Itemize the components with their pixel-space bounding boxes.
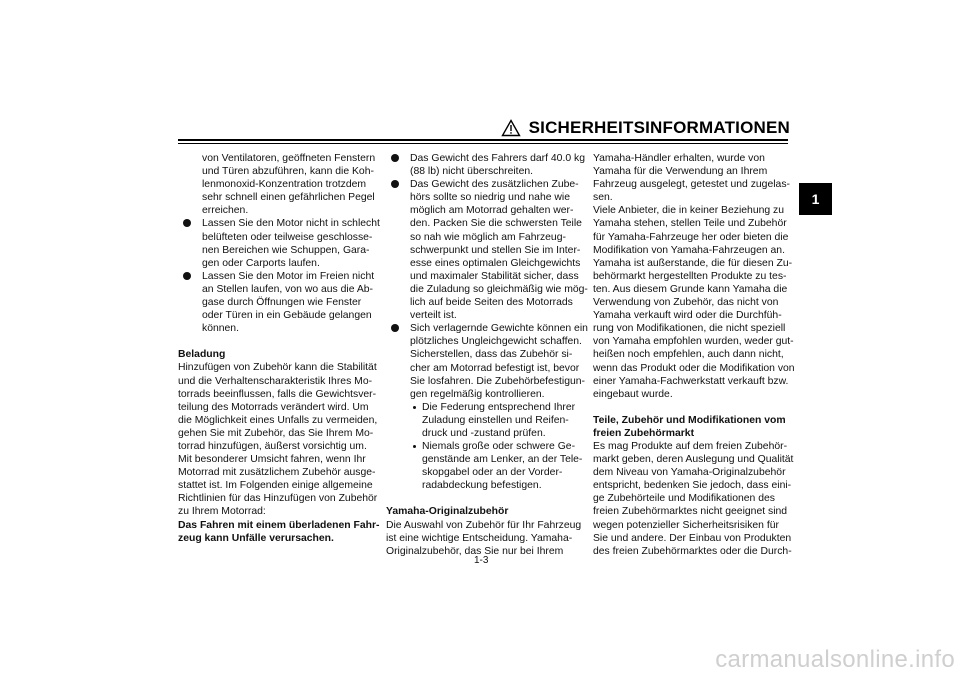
text-line: zeug kann Unfälle verursachen.: [178, 532, 334, 544]
sub-bullet-dot-icon: [413, 445, 416, 448]
text-line: radabdeckung befestigen.: [422, 480, 542, 492]
bullet-dot-icon: [183, 219, 191, 227]
text-line: freien Zubehörmarkt: [593, 427, 695, 439]
text-line: Lassen Sie den Motor im Freien nicht: [202, 270, 375, 282]
bullet-dot-icon: [391, 180, 399, 188]
text-line: torrads beeinflussen, falls die Gewichtsver-: [178, 388, 377, 400]
bullet-dot-icon: [391, 154, 399, 162]
chapter-tab: 1: [799, 183, 832, 215]
text-line: lich auf beide Seiten des Motorrads: [410, 297, 573, 309]
text-line: Fahrzeug ausgelegt, getestet und zugelas-: [593, 179, 790, 191]
column-left: [178, 152, 380, 545]
text-line: Viele Anbieter, die in keiner Beziehung zu: [593, 205, 785, 217]
text-line: freien Zubehörmarktes nicht geeignet sind: [593, 506, 788, 518]
text-line: Zuladung einstellen und Reifen-: [422, 414, 569, 426]
section-heading-aftermarket: [593, 414, 789, 440]
text-line: und maximaler Stabilität sicher, dass: [410, 270, 579, 282]
bullet-rider-weight: [386, 152, 585, 178]
text-line: skopgabel oder an der Vorder-: [422, 467, 563, 479]
bullet-outdoors: [178, 270, 374, 335]
text-line: Yamaha für die Verwendung an Ihrem: [593, 166, 768, 178]
paragraph-dealer: [593, 152, 795, 401]
text-line: esse eines optimalen Gleichgewichts: [410, 257, 581, 269]
watermark: carmanualsonline.info: [715, 646, 955, 673]
text-line: sehr schnell einen gefährlichen Pegel: [202, 192, 375, 204]
text-line: einer Yamaha-Fachwerkstatt verkauft bzw.: [593, 375, 789, 387]
page-title: SICHERHEITSINFORMATIONEN: [528, 118, 790, 137]
text-line: möglich am Motorrad gehalten wer-: [410, 205, 574, 217]
warning-triangle-icon: [501, 119, 521, 137]
text-line: hörs sollte so niedrig und nahe wie: [410, 192, 570, 204]
text-line: heißen noch empfehlen, auch dann nicht,: [593, 349, 784, 361]
text-line: wegen potenzieller Sicherheitsrisiken für: [593, 519, 779, 531]
paragraph-beladung: [178, 361, 378, 518]
text-line: Hinzufügen von Zubehör kann die Stabilität: [178, 362, 377, 374]
text-line: Lassen Sie den Motor nicht in schlecht: [202, 218, 380, 230]
text-line: lenmonoxid-Konzentration trotzdem: [202, 179, 367, 191]
text-line: Motorrad mit zusätzlichem Zubehör ausge-: [178, 467, 376, 479]
text-line: an Stellen laufen, von wo aus die Ab-: [202, 283, 373, 295]
section-heading-beladung: Beladung: [178, 349, 226, 361]
subbullet-handlebar: [386, 440, 583, 492]
text-line: behörmarkt hergestellten Produkte zu tes-: [593, 270, 787, 282]
text-line: cher am Motorrad befestigt ist, bevor: [410, 362, 580, 374]
paragraph-original: [386, 519, 580, 558]
text-line: teilung des Motorrads verändert wird. Um: [178, 401, 369, 413]
text-line: des freien Zubehörmarktes oder die Durch-: [593, 545, 792, 557]
text-line: plötzliches Ungleichgewicht schaffen.: [410, 336, 582, 348]
text-line: rung von Modifikationen, die nicht speziell: [593, 323, 786, 335]
bullet-dot-icon: [391, 324, 399, 332]
text-line: dem Niveau von Yamaha-Originalzubehör: [593, 467, 786, 479]
warning-text: [178, 519, 380, 545]
text-line: und Türen abzuführen, kann die Koh-: [202, 166, 374, 178]
text-line: ten. Aus diesem Grunde kann Yamaha die: [593, 283, 788, 295]
header-rule-thin: [178, 143, 788, 144]
text-line: Yamaha ist außerstande, die für diesen Zu-: [593, 257, 793, 269]
text-line: den. Packen Sie die schwersten Teile: [410, 218, 582, 230]
text-line: druck und -zustand prüfen.: [422, 427, 546, 439]
text-line: Niemals große oder schwere Ge-: [422, 441, 576, 453]
text-line: (88 lb) nicht überschreiten.: [410, 166, 534, 178]
text-line: verteilt ist.: [410, 310, 457, 322]
text-line: von Yamaha empfohlen wurden, weder gut-: [593, 336, 794, 348]
text-line: torrad hinzufügen, äußerst vorsichtig um.: [178, 440, 367, 452]
text-line: Sich verlagernde Gewichte können ein: [410, 323, 588, 335]
page-number: 1-3: [474, 555, 489, 566]
text-line: die Möglichkeit eines Unfalls zu vermeiden,: [178, 414, 378, 426]
text-line: Sicherstellen, dass das Zubehör si-: [410, 349, 573, 361]
text-line: die Zuladung so gleichmäßig wie mög-: [410, 283, 588, 295]
text-line: Teile, Zubehör und Modifikationen vom: [593, 414, 786, 426]
paragraph-aftermarket: [593, 440, 794, 558]
text-line: eingebaut wurde.: [593, 388, 673, 400]
text-line: stattet ist. Im Folgenden einige allgemeine: [178, 480, 373, 492]
text-line: Das Gewicht des Fahrers darf 40.0 kg: [410, 153, 585, 164]
subbullet-suspension: [386, 401, 580, 440]
text-line: Das Gewicht des zusätzlichen Zube-: [410, 179, 579, 191]
text-line: genstände am Lenker, an der Tele-: [422, 454, 583, 466]
text-line: oder Türen in ein Gebäude gelangen: [202, 310, 372, 322]
text-line: für Yamaha-Fahrzeuge her oder bieten die: [593, 231, 789, 243]
text-line: wenn das Produkt oder die Modifikation von: [593, 362, 795, 374]
bullet-ventilation: [178, 217, 380, 269]
text-line: Yamaha verkauft wird oder die Durchfüh-: [593, 310, 782, 322]
text-line: so nah wie möglich am Fahrzeug-: [410, 231, 566, 243]
text-line: gen oder Carports laufen.: [202, 257, 320, 269]
bullet-shifting-weight: [386, 322, 588, 401]
text-line: können.: [202, 323, 239, 335]
page-header: [490, 118, 790, 138]
section-heading-original: Yamaha-Originalzubehör: [386, 506, 509, 518]
text-line: Sie und andere. Der Einbau von Produkten: [593, 532, 792, 544]
column-right: [593, 152, 795, 558]
text-line: Die Federung entsprechend Ihrer: [422, 401, 576, 413]
text-line: erreichen.: [202, 205, 249, 217]
text-line: und die Verhaltenscharakteristik Ihres Mo-: [178, 375, 373, 387]
text-line: Sie losfahren. Die Zubehörbefestigun-: [410, 375, 586, 387]
text-line: Es mag Produkte auf dem freien Zubehör-: [593, 440, 788, 452]
text-line: ge Zubehörteile und Modifikationen des: [593, 493, 775, 505]
text-line: ist eine wichtige Entscheidung. Yamaha-: [386, 532, 573, 544]
text-line: Das Fahren mit einem überladenen Fahr-: [178, 519, 380, 531]
text-line: gen regelmäßig kontrollieren.: [410, 388, 545, 400]
header-rule: [178, 139, 788, 141]
text-line: Die Auswahl von Zubehör für Ihr Fahrzeug: [386, 519, 582, 531]
sub-bullet-dot-icon: [413, 406, 416, 409]
text-line: sen.: [593, 192, 613, 204]
text-line: zu Ihrem Motorrad:: [178, 506, 266, 518]
text-line: gase durch Öffnungen wie Fenster: [202, 297, 362, 309]
column-middle: [386, 152, 588, 558]
bullet-dot-icon: [183, 272, 191, 280]
bullet-accessory-weight: [386, 178, 588, 322]
text-line: schwerpunkt und stellen Sie im Inter-: [410, 244, 581, 256]
text-line: Richtlinien für das Hinzufügen von Zubehör: [178, 493, 378, 505]
text-line: Verwendung von Zubehör, das nicht von: [593, 297, 779, 309]
text-line: gehen Sie mit Zubehör, das Sie Ihrem Mo-: [178, 427, 374, 439]
text-line: nen Bereichen wie Schuppen, Gara-: [202, 244, 370, 256]
text-line: Mit besonderer Umsicht fahren, wenn Ihr: [178, 454, 366, 466]
text-line: Modifikation von Yamaha-Fahrzeugen an.: [593, 244, 785, 256]
text-line: Yamaha stehen, stellen Teile und Zubehör: [593, 218, 787, 230]
text-line: entspricht, bedenken Sie jedoch, dass eini-: [593, 480, 792, 492]
text-line: von Ventilatoren, geöffneten Fenstern: [202, 153, 376, 164]
text-line: belüfteten oder teilweise geschlosse-: [202, 231, 373, 243]
continued-text: [178, 152, 374, 217]
text-line: markt geben, deren Auslegung und Qualität: [593, 454, 794, 466]
text-line: Originalzubehör, das Sie nur bei Ihrem: [386, 545, 564, 557]
text-line: Yamaha-Händler erhalten, wurde von: [593, 153, 765, 164]
